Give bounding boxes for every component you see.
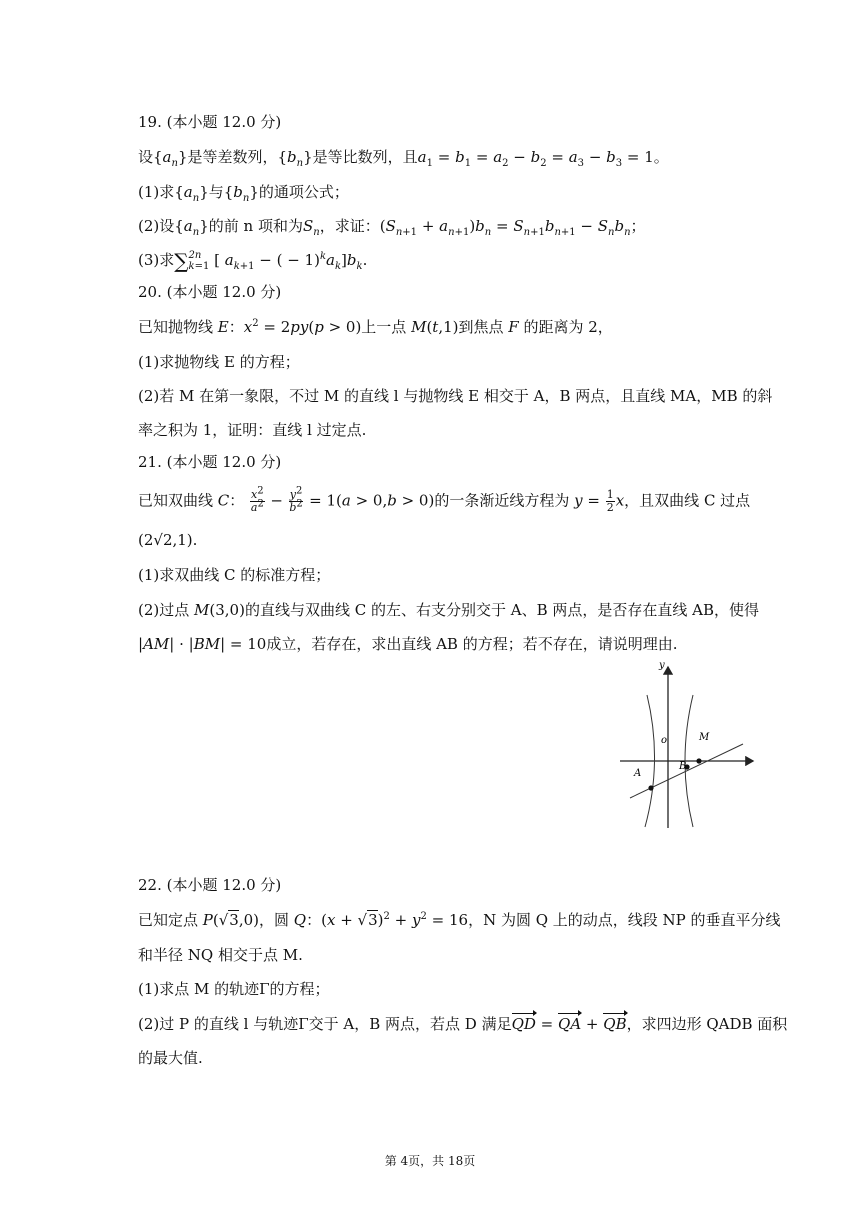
q19-stem: 设$\{a_n\}$是等差数列，$\{b_n\}$是等比数列，且$a_1 = b_1 = a_2 - b_2 = a_3 - b_3 = 1$。: [138, 148, 669, 169]
a-label: A: [634, 768, 642, 779]
q21-part1: (1)求双曲线 C 的标准方程；: [138, 566, 331, 584]
q22-stem: 已知定点 P(√3,0)，圆 Q：$(x + √3)^2 + y^2 = 16$，N 为圆 Q 上的动点，线段 NP 的垂直平分线: [138, 911, 781, 929]
q22-part2-line2: 的最大值.: [138, 1049, 203, 1067]
q20-title: 20. (本小题 12.0 分): [138, 283, 282, 301]
q21-point: (2√2,1).: [138, 531, 198, 549]
q21-part2-line2: |AM| · |BM| = 10成立，若存在，求出直线 AB 的方程；若不存在，请说明理由.: [138, 635, 678, 653]
q22-title: 22. (本小题 12.0 分): [138, 876, 282, 894]
point-a: [648, 785, 653, 790]
q20-part2-line2: 率之积为 1，证明：直线 l 过定点.: [138, 421, 367, 439]
q21-stem: 已知双曲线 C： $\frac{x^2}{a^2}$ − $\frac{y^2}{b^2}$ = 1(a > 0,b > 0)的一条渐近线方程为 y = $\frac{1}{2}$ x，且双曲线 C 过点: [138, 485, 751, 514]
q22-part1: (1)求点 M 的轨迹Γ的方程；: [138, 980, 330, 998]
y-label: y: [659, 660, 665, 671]
point-m: [696, 758, 701, 763]
q20-part1: (1)求抛物线 E 的方程；: [138, 353, 300, 371]
q20-part2-line1: (2)若 M 在第一象限，不过 M 的直线 l 与抛物线 E 相交于 A，B 两点，且直线 MA，MB 的斜: [138, 387, 773, 405]
o-label: o: [661, 735, 668, 746]
q20-stem: 已知抛物线 E：$x^2 = 2py(p > 0)$上一点 M(t,1)到焦点 F 的距离为 2，: [138, 318, 613, 336]
q21-part2-line1: (2)过点 M(3,0)的直线与双曲线 C 的左、右支分别交于 A、B 两点，是否存在直线 AB，使得: [138, 601, 759, 619]
q19-title: 19. (本小题 12.0 分): [138, 113, 282, 131]
b-label: B: [679, 761, 687, 772]
page-footer: 第 4页，共 18页: [384, 1154, 476, 1168]
q19-part2: (2)设$\{a_n\}$的前 n 项和为$S_n$，求证：$(S_{n+1} + a_{n+1})b_n = S_{n+1}b_{n+1} - S_nb_n$；: [138, 217, 646, 238]
q21-title: 21. (本小题 12.0 分): [138, 453, 282, 471]
q19-part3: (3)求∑ 2n k=1 [ $a_{k+1}$ − ( − $1)^ka_k]b_k$.: [138, 249, 368, 273]
q19-part1: (1)求$\{a_n\}$与$\{b_n\}$的通项公式；: [138, 183, 349, 204]
q22-line2: 和半径 NQ 相交于点 M.: [138, 946, 303, 964]
q22-part2-line1: (2)过 P 的直线 l 与轨迹Γ交于 A，B 两点，若点 D 满足QD = QA + QB，求四边形 QADB 面积: [138, 1015, 788, 1033]
hyperbola-figure: [615, 655, 760, 833]
m-label: M: [699, 732, 710, 743]
